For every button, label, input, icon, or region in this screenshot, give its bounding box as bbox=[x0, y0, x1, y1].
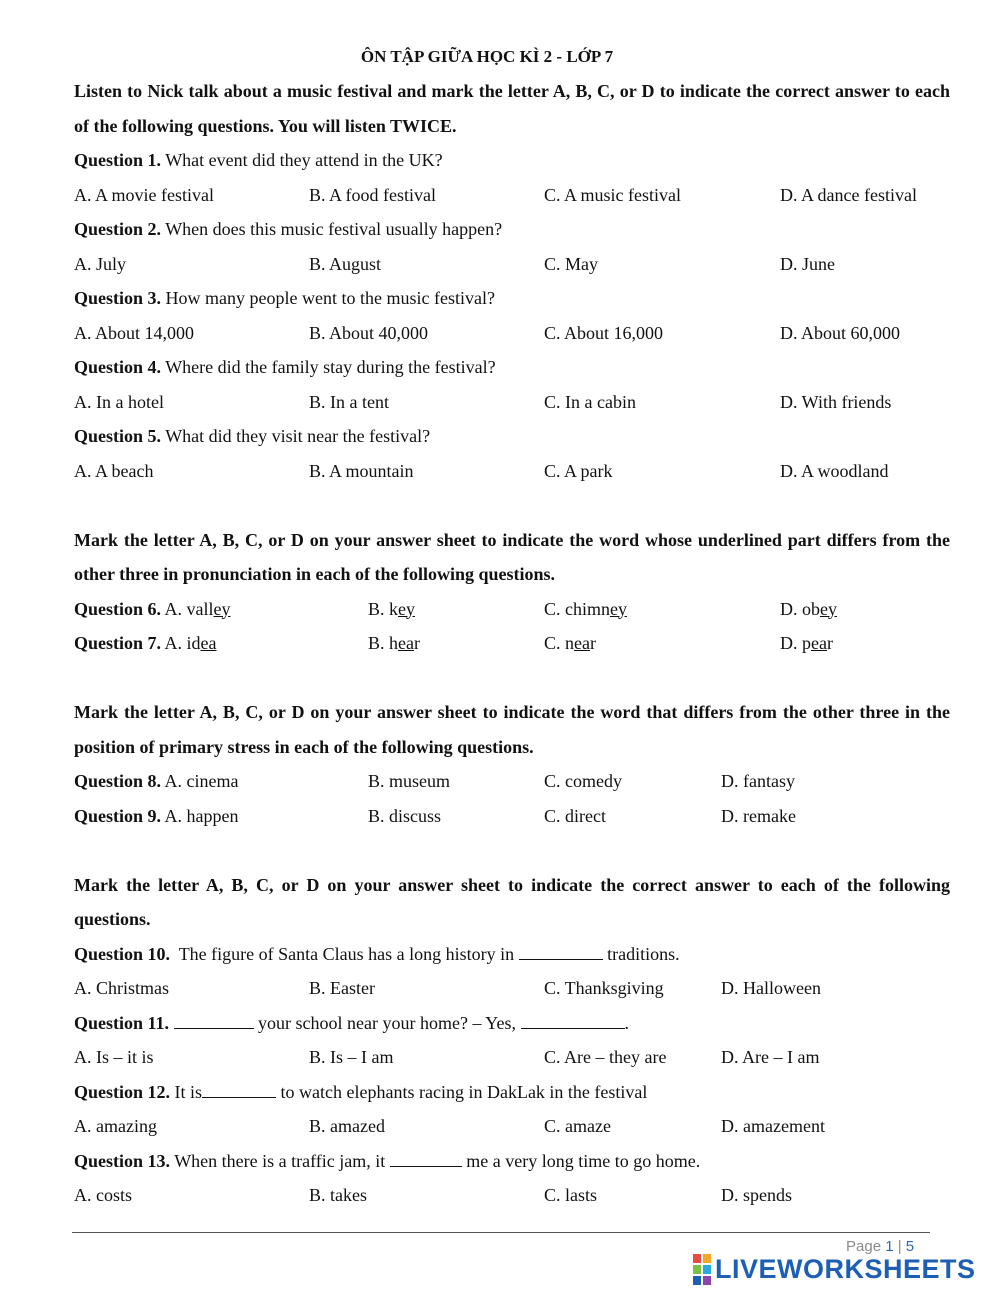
question-label: Question 6. bbox=[74, 598, 162, 619]
question-text: to watch elephants racing in DakLak in the festival bbox=[276, 1081, 648, 1102]
question-label: Question 7. bbox=[74, 633, 162, 653]
section-gap bbox=[74, 661, 950, 696]
page-number: Page 1 | 5 bbox=[846, 1238, 915, 1255]
question-12 bbox=[74, 1075, 950, 1144]
option-b[interactable]: B. museum bbox=[368, 771, 451, 791]
question-label: Question 5. bbox=[74, 426, 162, 446]
question-text: The figure of Santa Claus has a long history in bbox=[170, 943, 519, 964]
option-d[interactable]: D. Halloween bbox=[721, 978, 821, 998]
question-text: . bbox=[624, 1012, 629, 1033]
brand-name: LIVEWORKSHEETS bbox=[715, 1254, 976, 1284]
option-d[interactable]: D. A dance festival bbox=[780, 184, 917, 205]
option-d[interactable]: D. About 60,000 bbox=[780, 322, 901, 343]
option-d[interactable]: D. obey bbox=[780, 598, 837, 619]
question-10 bbox=[74, 937, 950, 1006]
option-d[interactable]: D. remake bbox=[721, 805, 796, 826]
question-label: Question 2. bbox=[74, 219, 162, 239]
question-label: Question 10. bbox=[74, 943, 171, 964]
question-label: Question 1. bbox=[74, 150, 162, 170]
option-a[interactable]: A. Christmas bbox=[74, 978, 170, 998]
question-8 bbox=[74, 764, 950, 799]
option-c[interactable]: C. lasts bbox=[544, 1185, 598, 1205]
option-d[interactable]: D. A woodland bbox=[780, 460, 889, 481]
option-a[interactable]: A. cinema bbox=[161, 771, 239, 791]
option-d[interactable]: D. June bbox=[780, 253, 835, 274]
question-label: Question 13. bbox=[74, 1150, 171, 1171]
question-text: What did they visit near the festival? bbox=[161, 426, 431, 446]
option-d[interactable]: D. Are – I am bbox=[721, 1047, 820, 1067]
question-text: What event did they attend in the UK? bbox=[161, 150, 443, 170]
question-3 bbox=[74, 281, 950, 350]
option-d[interactable]: D. spends bbox=[721, 1185, 792, 1205]
option-c[interactable]: C. comedy bbox=[544, 771, 622, 791]
option-b[interactable]: B. A food festival bbox=[309, 184, 436, 205]
question-7 bbox=[74, 626, 950, 661]
option-d[interactable]: D. pear bbox=[780, 633, 833, 653]
option-a[interactable]: A. In a hotel bbox=[74, 391, 164, 412]
option-c[interactable]: C. In a cabin bbox=[544, 391, 636, 412]
option-a[interactable]: A. About 14,000 bbox=[74, 322, 195, 343]
stress-instruction: Mark the letter A, B, C, or D on your answer sheet to indicate the word that differs from the other three in the position of primary stress in each of the following questions. bbox=[74, 702, 950, 757]
option-a[interactable]: A. costs bbox=[74, 1185, 132, 1205]
question-label: Question 9. bbox=[74, 805, 162, 826]
question-4 bbox=[74, 350, 950, 419]
option-b[interactable]: B. In a tent bbox=[309, 391, 389, 412]
liveworksheets-logo-icon bbox=[693, 1254, 711, 1285]
option-b[interactable]: B. Is – I am bbox=[309, 1047, 394, 1067]
option-b[interactable]: B. About 40,000 bbox=[309, 322, 429, 343]
page-title: ÔN TẬP GIỮA HỌC KÌ 2 - LỚP 7 bbox=[360, 47, 614, 66]
option-b[interactable]: B. amazed bbox=[309, 1116, 385, 1136]
question-13 bbox=[74, 1144, 950, 1213]
option-a[interactable]: A. happen bbox=[161, 805, 239, 826]
option-a[interactable]: A. valley bbox=[161, 598, 231, 619]
option-a[interactable]: A. A beach bbox=[74, 460, 154, 481]
answer-blank[interactable] bbox=[174, 1014, 254, 1029]
option-c[interactable]: C. chimney bbox=[544, 598, 627, 619]
option-c[interactable]: C. A park bbox=[544, 460, 613, 481]
section-gap bbox=[74, 488, 950, 523]
option-c[interactable]: C. direct bbox=[544, 805, 606, 826]
question-label: Question 8. bbox=[74, 771, 162, 791]
pronunciation-instruction: Mark the letter A, B, C, or D on your answer sheet to indicate the word whose underlined part differs from the other three in pronunciation in each of the following questions. bbox=[74, 529, 950, 584]
option-a[interactable]: A. amazing bbox=[74, 1116, 157, 1136]
option-c[interactable]: C. Thanksgiving bbox=[544, 978, 664, 998]
option-c[interactable]: C. May bbox=[544, 253, 598, 274]
option-c[interactable]: C. near bbox=[544, 633, 596, 653]
answer-blank[interactable] bbox=[519, 945, 603, 960]
question-9 bbox=[74, 799, 950, 834]
option-c[interactable]: C. About 16,000 bbox=[544, 322, 664, 343]
option-a[interactable]: A. Is – it is bbox=[74, 1047, 154, 1067]
option-c[interactable]: C. amaze bbox=[544, 1116, 611, 1136]
question-5 bbox=[74, 419, 950, 488]
grammar-instruction: Mark the letter A, B, C, or D on your answer sheet to indicate the correct answer to each of the following questions. bbox=[74, 874, 950, 929]
question-1 bbox=[74, 143, 950, 212]
option-a[interactable]: A. idea bbox=[161, 633, 217, 653]
question-label: Question 11. bbox=[74, 1012, 170, 1033]
option-b[interactable]: B. August bbox=[309, 253, 382, 274]
option-d[interactable]: D. fantasy bbox=[721, 771, 795, 791]
option-d[interactable]: D. With friends bbox=[780, 391, 892, 412]
question-text: traditions. bbox=[602, 943, 680, 964]
listening-instruction: Listen to Nick talk about a music festival and mark the letter A, B, C, or D to indicate the correct answer to each of the following questions. You will listen TWICE. bbox=[74, 81, 950, 136]
answer-blank[interactable] bbox=[202, 1083, 276, 1098]
liveworksheets-brand[interactable] bbox=[693, 1254, 976, 1285]
option-c[interactable]: C. Are – they are bbox=[544, 1047, 667, 1067]
question-text: Where did the family stay during the festival? bbox=[161, 357, 496, 377]
section-gap bbox=[74, 833, 950, 868]
question-2 bbox=[74, 212, 950, 281]
option-a[interactable]: A. July bbox=[74, 253, 127, 274]
answer-blank[interactable] bbox=[390, 1152, 462, 1167]
question-text: How many people went to the music festival? bbox=[161, 288, 495, 308]
question-label: Question 4. bbox=[74, 357, 162, 377]
option-a[interactable]: A. A movie festival bbox=[74, 184, 214, 205]
option-d[interactable]: D. amazement bbox=[721, 1116, 825, 1136]
option-c[interactable]: C. A music festival bbox=[544, 184, 681, 205]
option-b[interactable]: B. discuss bbox=[368, 805, 442, 826]
option-b[interactable]: B. hear bbox=[368, 633, 420, 653]
question-text: me a very long time to go home. bbox=[461, 1150, 701, 1171]
question-label: Question 12. bbox=[74, 1081, 171, 1102]
question-label: Question 3. bbox=[74, 288, 162, 308]
question-6 bbox=[74, 592, 950, 627]
worksheet-page bbox=[74, 40, 950, 1213]
answer-blank[interactable] bbox=[521, 1014, 625, 1029]
question-text: your school near your home? – Yes, bbox=[253, 1012, 521, 1033]
question-text: When does this music festival usually happen? bbox=[161, 219, 503, 239]
question-11 bbox=[74, 1006, 950, 1075]
option-b[interactable]: B. A mountain bbox=[309, 460, 414, 481]
footer-divider bbox=[72, 1232, 930, 1233]
question-text: When there is a traffic jam, it bbox=[170, 1150, 390, 1171]
option-b[interactable]: B. takes bbox=[309, 1185, 367, 1205]
option-b[interactable]: B. Easter bbox=[309, 978, 375, 998]
question-text: It is bbox=[170, 1081, 203, 1102]
option-b[interactable]: B. key bbox=[368, 598, 416, 619]
